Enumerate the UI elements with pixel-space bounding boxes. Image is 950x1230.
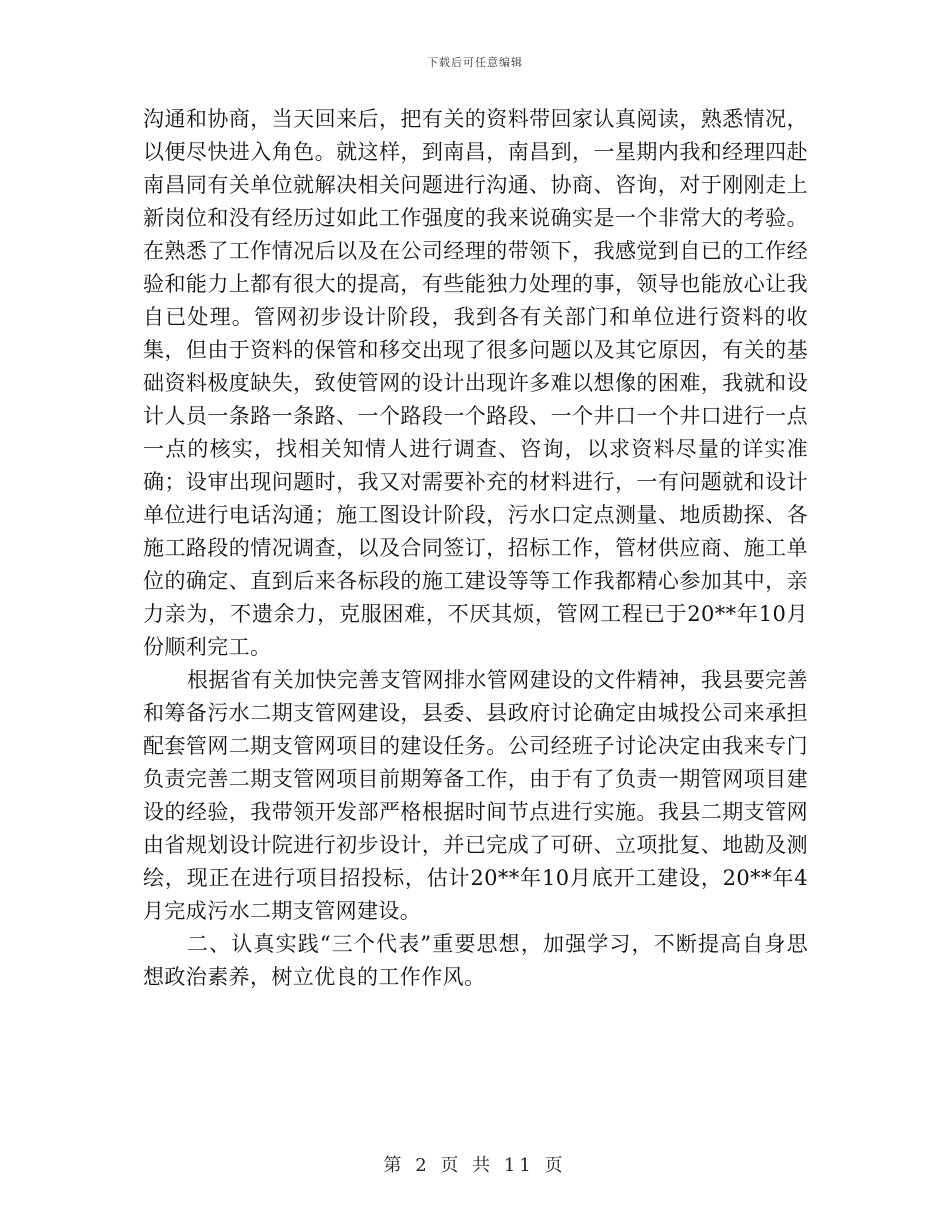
paragraph-1: 沟通和协商，当天回来后，把有关的资料带回家认真阅读，熟悉情况，以便尽快进入角色。就这样，到南昌，南昌到，一星期内我和经理四赴南昌同有关单位就解决相关问题进行沟通、协商、咨询，对于刚刚走上新岗位和没有经历过如此工作强度的我来说确实是一个非常大的考验。在熟悉了工作情况后以及在公司经理的带领下，我感觉到自已的工作经验和能力上都有很大的提高，有些能独力处理的事，领导也能放心让我自已处理。管网初步设计阶段，我到各有关部门和单位进行资料的收集，但由于资料的保管和移交出现了很多问题以及其它原因，有关的基础资料极度缺失，致使管网的设计出现许多难以想像的困难，我就和设计人员一条路一条路、一个路段一个路段、一个井口一个井口进行一点一点的核实，找相关知情人进行调查、咨询，以求资料尽量的详实准确；设审出现问题时，我又对需要补充的材料进行，一有问题就和设计单位进行电话沟通；施工图设计阶段，污水口定点测量、地质勘探、各施工路段的情况调查，以及合同签订，招标工作，管材供应商、施工单位的确定、直到后来各标段的施工建设等等工作我都精心参加其中，亲力亲为，不遗余力，克服困难，不厌其烦，管网工程已于20**年10月份顺利完工。 [143, 107, 808, 659]
document-body [143, 103, 808, 994]
paragraph-2: 根据省有关加快完善支管网排水管网建设的文件精神，我县要完善和筹备污水二期支管网建设，县委、县政府讨论确定由城投公司来承担配套管网二期支管网项目的建设任务。公司经班子讨论决定由我来专门负责完善二期支管网项目前期筹备工作，由于有了负责一期管网项目建设的经验，我带领开发部严格根据时间节点进行实施。我县二期支管网由省规划设计院进行初步设计，并已完成了可研、立项批复、地勘及测绘，现正在进行项目招投标，估计20**年10月底开工建设，20**年4月完成污水二期支管网建设。 [143, 668, 808, 923]
paragraph-3: 二、认真实践“三个代表”重要思想，加强学习，不断提高自身思想政治素养，树立优良的工作作风。 [143, 932, 808, 989]
page-header: 下载后可任意编辑 [427, 56, 523, 69]
page-number: 第 2 页 共 11 页 [383, 1155, 567, 1176]
